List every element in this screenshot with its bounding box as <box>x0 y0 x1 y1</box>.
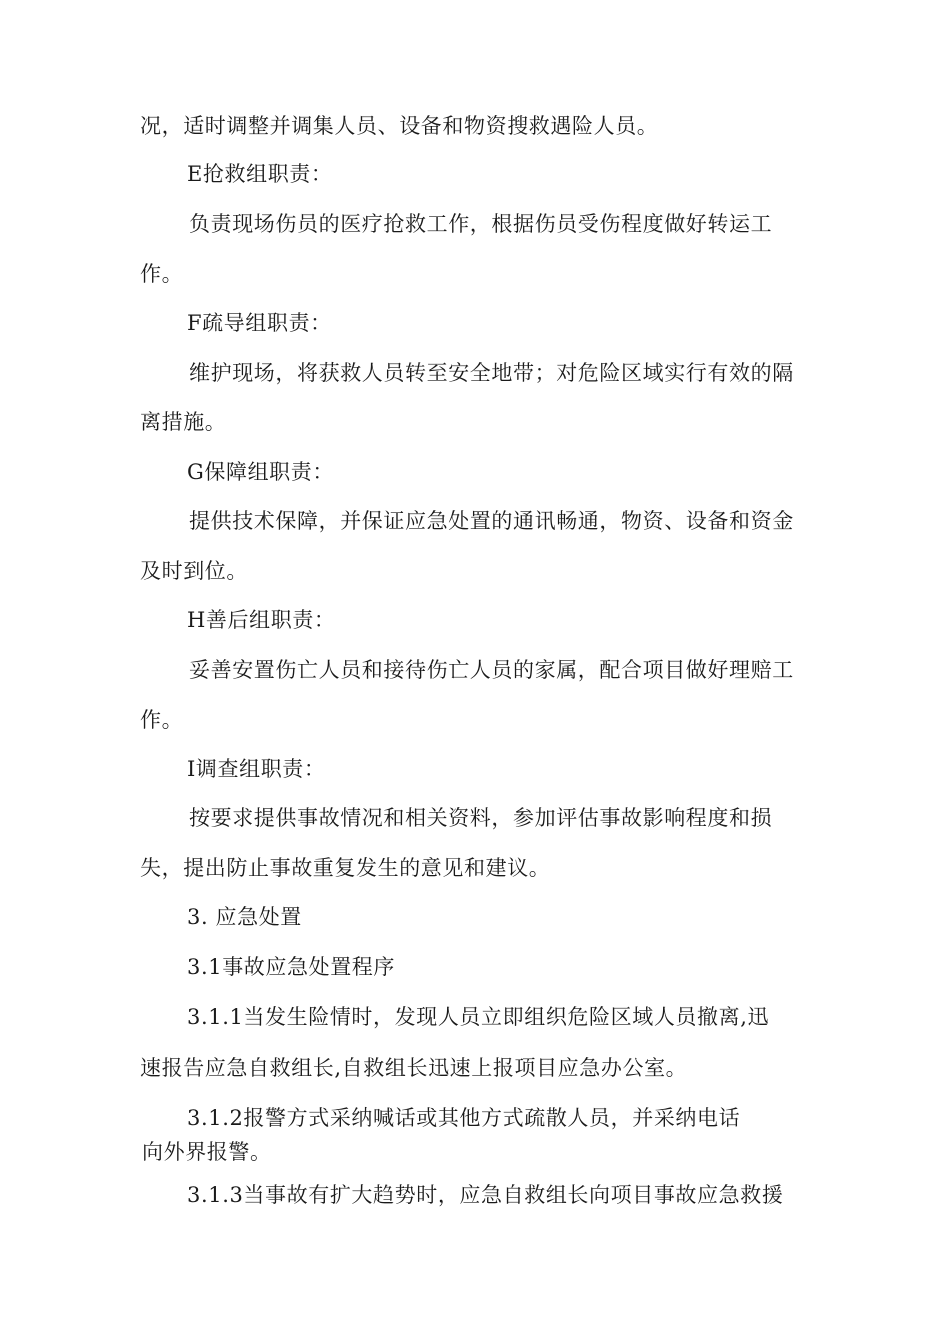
text-line: 提供技术保障，并保证应急处置的通讯畅通，物资、设备和资金 <box>189 509 794 533</box>
text-line: 作。 <box>140 708 184 732</box>
text-line: 及时到位。 <box>140 559 248 583</box>
text-line: 失，提出防止事故重复发生的意见和建议。 <box>140 856 551 880</box>
section-heading-aftermath: H善后组职责： <box>187 608 336 632</box>
text-line: 按要求提供事故情况和相关资料，参加评估事故影响程度和损 <box>189 806 773 830</box>
text-line: 况，适时调整并调集人员、设备和物资搜救遇险人员。 <box>140 114 659 138</box>
text-line: 妥善安置伤亡人员和接待伤亡人员的家属，配合项目做好理赔工 <box>189 658 794 682</box>
text-line: 离措施。 <box>140 410 227 434</box>
text-line: 向外界报警。 <box>142 1140 272 1164</box>
text-line: 速报告应急自救组长,自救组长迅速上报项目应急办公室。 <box>140 1056 688 1080</box>
section-heading-support: G保障组职责： <box>187 460 334 484</box>
section-heading-emergency: 3. 应急处置 <box>187 905 302 929</box>
text-line: 负责现场伤员的医疗抢救工作，根据伤员受伤程度做好转运工 <box>189 212 773 236</box>
section-heading-rescue: E抢救组职责： <box>187 162 333 186</box>
text-line: 3.1.1当发生险情时，发现人员立即组织危险区域人员撤离,迅 <box>187 1005 770 1029</box>
section-heading-investigation: I调查组职责： <box>187 757 326 781</box>
subsection-heading: 3.1事故应急处置程序 <box>187 955 395 979</box>
text-line: 3.1.2报警方式采纳喊话或其他方式疏散人员，并采纳电话 <box>187 1106 741 1130</box>
section-heading-guidance: F疏导组职责： <box>187 311 332 335</box>
text-line: 维护现场，将获救人员转至安全地带；对危险区域实行有效的隔 <box>189 361 794 385</box>
text-line: 3.1.3当事故有扩大趋势时，应急自救组长向项目事故应急救援 <box>187 1183 784 1207</box>
text-line: 作。 <box>140 262 184 286</box>
